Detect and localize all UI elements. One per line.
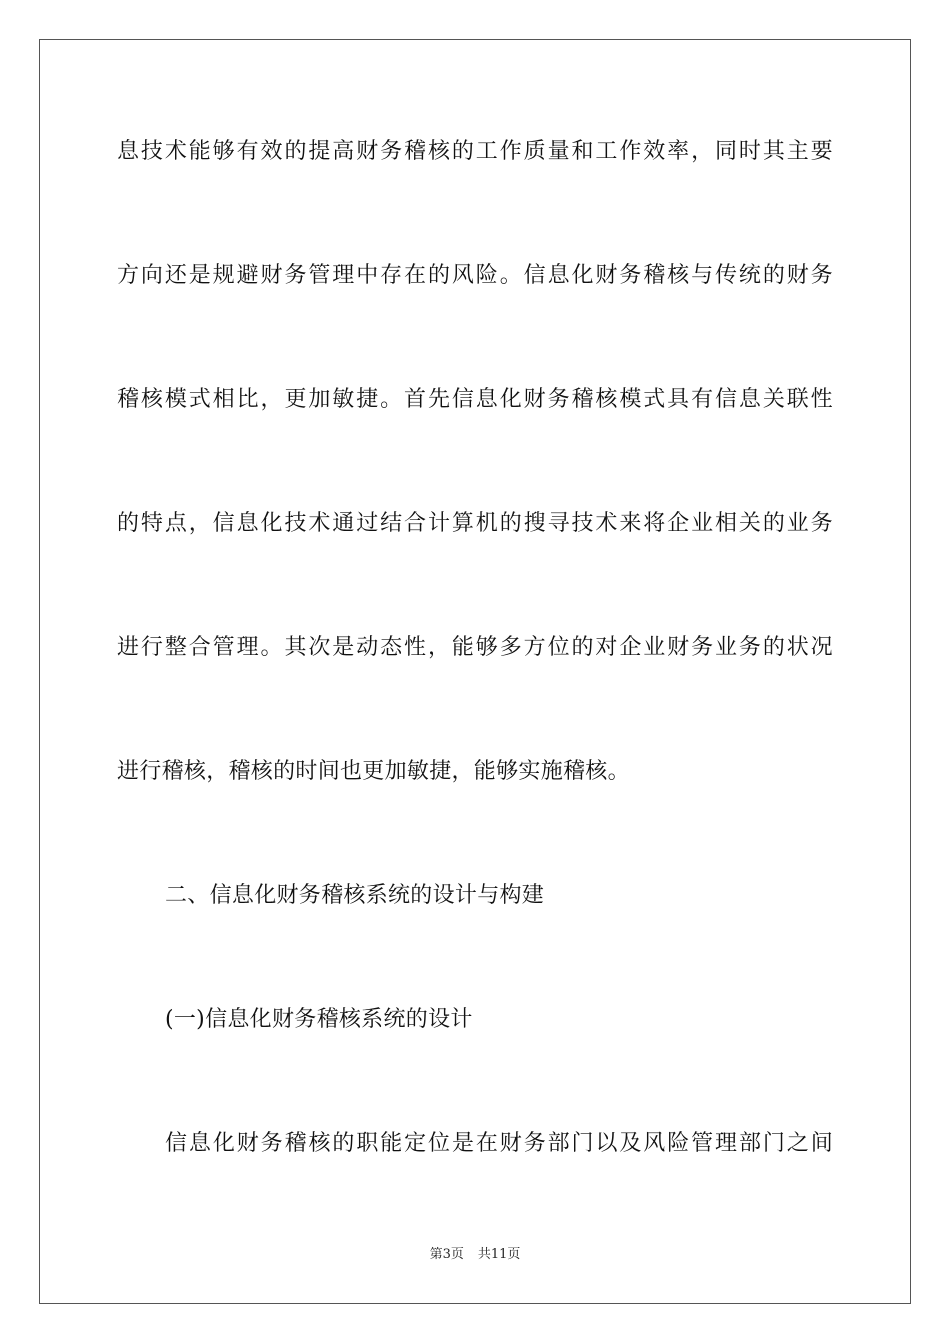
paragraph-line: 方向还是规避财务管理中存在的风险。信息化财务稽核与传统的财务: [117, 263, 833, 288]
paragraph-line: 信息化财务稽核的职能定位是在财务部门以及风险管理部门之间: [165, 1131, 833, 1156]
paragraph-line: 息技术能够有效的提高财务稽核的工作质量和工作效率，同时其主要: [117, 139, 833, 164]
paragraph-line: 的特点，信息化技术通过结合计算机的搜寻技术来将企业相关的业务: [117, 511, 833, 536]
subsection-heading: (一)信息化财务稽核系统的设计: [165, 1007, 473, 1032]
page-number: 第3页: [429, 1247, 464, 1262]
section-heading: 二、信息化财务稽核系统的设计与构建: [165, 883, 545, 908]
paragraph-line: 进行稽核，稽核的时间也更加敏捷，能够实施稽核。: [117, 759, 630, 784]
page-footer: [0, 1246, 950, 1264]
paragraph-line: 稽核模式相比，更加敏捷。首先信息化财务稽核模式具有信息关联性: [117, 387, 833, 412]
paragraph-line: 进行整合管理。其次是动态性，能够多方位的对企业财务业务的状况: [117, 635, 833, 660]
total-pages: 共11页: [477, 1247, 521, 1262]
page-border: [39, 39, 911, 1304]
